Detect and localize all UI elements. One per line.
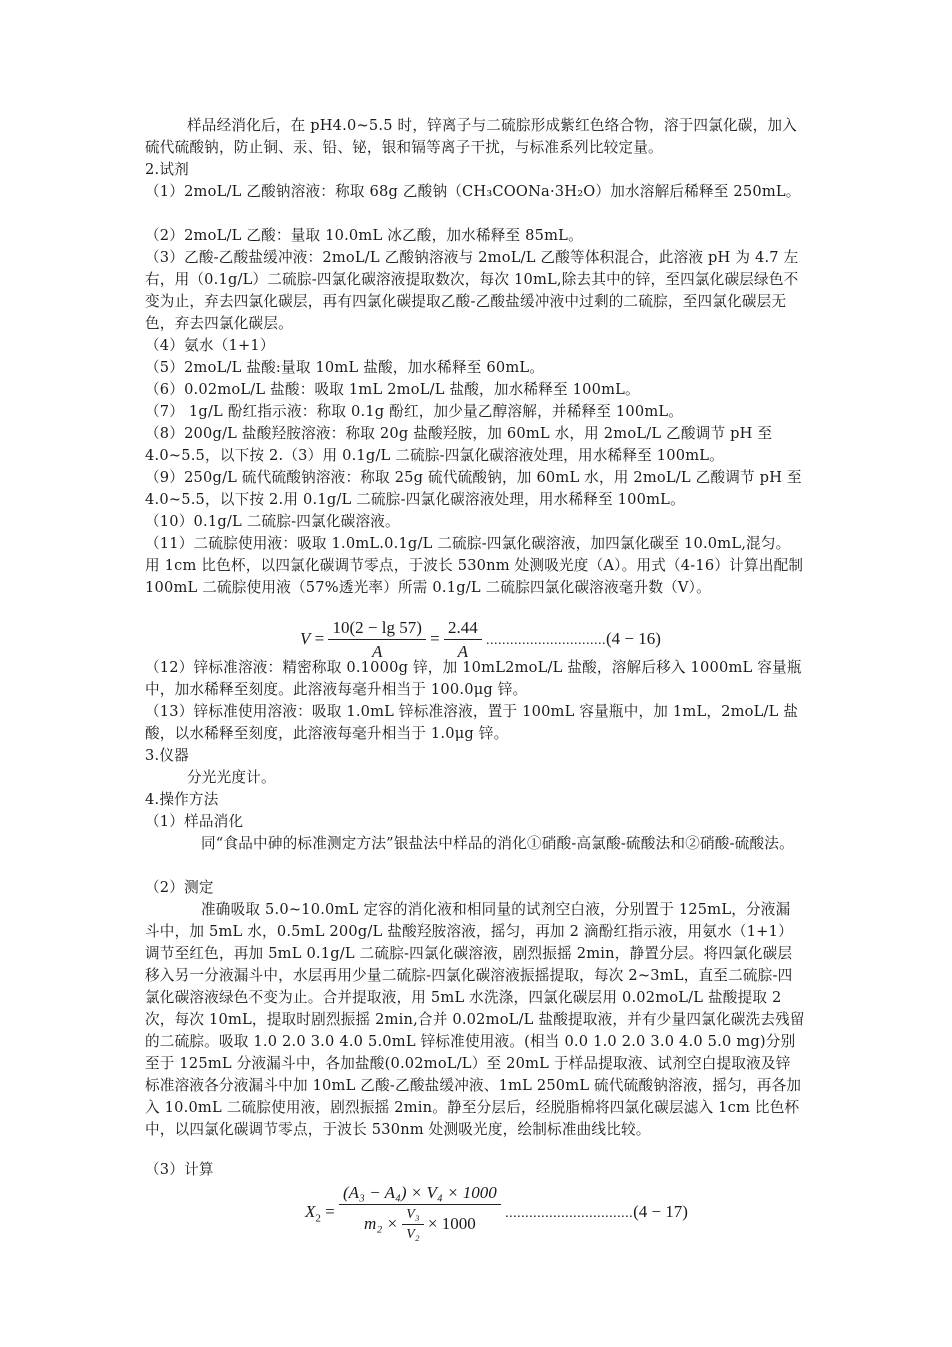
- equation-4-16: V = $\frac{10(2 - \lg 57)}{A}$ = $\frac{2.44}{A}$ ..............................(4 − 16): [300, 618, 661, 661]
- eq16-fraction-2: $\frac{2.44}{A}$: [444, 618, 482, 662]
- section-heading-reagents: 2.试剂: [145, 161, 189, 178]
- reagent-10: （10）0.1g/L 二硫腙-四氯化碳溶液。: [145, 513, 400, 530]
- reagent-4: （4）氨水（1+1）: [145, 337, 275, 354]
- reagent-12: （12）锌标准溶液：精密称取 0.1000g 锌，加 10mL2moL/L 盐酸，溶解后移入 1000mL 容量瓶中，加水稀释至刻度。此溶液每毫升相当于 100.0μg 锌。: [145, 659, 802, 698]
- reagent-2: （2）2moL/L 乙酸：量取 10.0mL 冰乙酸，加水稀释至 85mL。: [145, 227, 583, 244]
- procedure-step-1-heading: （1）样品消化: [145, 813, 244, 830]
- section-heading-instruments: 3.仪器: [145, 747, 189, 764]
- procedure-step-1-text: 同“食品中砷的标准测定方法”银盐法中样品的消化①硝酸-高氯酸-硫酸法和②硝酸-硫酸法。: [201, 835, 794, 852]
- reagent-8: （8）200g/L 盐酸羟胺溶液：称取 20g 盐酸羟胺，加 60mL 水，用 2moL/L 乙酸调节 pH 至 4.0~5.5，以下按 2.（3）用 0.1g/L 二硫腙-四氯化碳溶液处理，用水稀释至 100mL。: [145, 425, 773, 464]
- eq17-tag: (4 − 17): [633, 1201, 688, 1221]
- procedure-step-3-heading: （3）计算: [145, 1161, 214, 1178]
- procedure-step-2-text: 准确吸取 5.0~10.0mL 定容的消化液和相同量的试剂空白液，分别置于 125mL，分液漏斗中，加 5mL 水，0.5mL 200g/L 盐酸羟胺溶液，摇匀，再加 2 滴酚红指示液，用氨水（1+1）调节至红色，再加 5mL 0.1g/L 二硫腙-四氯化碳溶液，剧烈振摇 2min，静置分层。将四氯化碳层移入另一分液漏斗中，水层再用少量二硫腙-四氯化碳溶液振摇提取，每次 2~3mL，直至二硫腙-四氯化碳溶液绿色不变为止。合并提取液，用 5mL 水洗涤，四氯化碳层用 0.02moL/L 盐酸提取 2 次，每次 10mL，提取时剧烈振摇 2min,合并 0.02moL/L 盐酸提取液，并有少量四氯化碳洗去残留的二硫腙。吸取 1.0 2.0 3.0 4.0 5.0mL 锌标准使用液。(相当 0.0 1.0 2.0 3.0 4.0 5.0 mg)分别至于 125mL 分液漏斗中，各加盐酸(0.02moL/L）至 20mL 于样品提取液、试剂空白提取液及锌标准溶液各分液漏斗中加 10mL 乙酸-乙酸盐缓冲液、1mL 250mL 硫代硫酸钠溶液，摇匀，再各加入 10.0mL 二硫腙使用液，剧烈振摇 2min。静至分层后，经脱脂棉将四氯化碳层滤入 1cm 比色杯中，以四氯化碳调节零点，于波长 530nm 处测吸光度，绘制标准曲线比较。: [145, 901, 805, 1138]
- eq16-lhs: V: [300, 628, 311, 648]
- reagent-7: （7） 1g/L 酚红指示液：称取 0.1g 酚红，加少量乙醇溶解，并稀释至 100mL。: [145, 403, 684, 420]
- reagent-11: （11）二硫腙使用液：吸取 1.0mL.0.1g/L 二硫腙-四氯化碳溶液，加四氯化碳至 10.0mL,混匀。用 1cm 比色杯，以四氯化碳调节零点，于波长 530nm 处测吸光度（A）。用式（4-16）计算出配制 100mL 二硫腙使用液（57%透光率）所需 0.1g/L 二硫腙四氯化碳溶液毫升数（V）。: [145, 535, 804, 596]
- procedure-step-2-heading: （2）测定: [145, 879, 214, 896]
- reagent-1: （1）2moL/L 乙酸钠溶液：称取 68g 乙酸钠（CH₃COONa·3H₂O）加水溶解后稀释至 250mL。: [145, 183, 801, 200]
- reagent-3: （3）乙酸-乙酸盐缓冲液：2moL/L 乙酸钠溶液与 2moL/L 乙酸等体积混合，此溶液 pH 为 4.7 左右，用（0.1g/L）二硫腙-四氯化碳溶液提取数次，每次 10mL,除去其中的锌，至四氯化碳层绿色不变为止，弃去四氯化碳层，再有四氯化碳提取乙酸-乙酸盐缓冲液中过剩的二硫腙，至四氯化碳层无色，弃去四氯化碳层。: [145, 249, 799, 332]
- reagent-6: （6）0.02moL/L 盐酸：吸取 1mL 2moL/L 盐酸，加水稀释至 100mL。: [145, 381, 640, 398]
- reagent-9: （9）250g/L 硫代硫酸钠溶液：称取 25g 硫代硫酸钠，加 60mL 水，用 2moL/L 乙酸调节 pH 至 4.0~5.5，以下按 2.用 0.1g/L 二硫腙-四氯化碳溶液处理，用水稀释至 100mL。: [145, 469, 802, 508]
- intro-paragraph: 样品经消化后，在 pH4.0~5.5 时，锌离子与二硫腙形成紫红色络合物，溶于四氯化碳，加入硫代硫酸钠，防止铜、汞、铅、铋，银和镉等离子干扰，与标准系列比较定量。: [145, 117, 797, 156]
- eq17-lhs: X: [305, 1201, 316, 1221]
- section-heading-procedure: 4.操作方法: [145, 791, 219, 808]
- eq16-fraction-1: $\frac{10(2 - \lg 57)}{A}$: [328, 618, 425, 662]
- equation-4-17: $X_2$ = (A₃ − A₄) × V₄ × 1000 m₂ × $\frac{\text{V₃}}{\text{V₂}}$ × 1000 ................................(4 − 17): [305, 1183, 688, 1242]
- instrument-text: 分光光度计。: [187, 769, 276, 786]
- eq17-inner-fraction: $\frac{\text{V₃}}{\text{V₂}}$: [402, 1207, 423, 1243]
- reagent-13: （13）锌标准使用溶液：吸取 1.0mL 锌标准溶液，置于 100mL 容量瓶中，加 1mL，2moL/L 盐酸，以水稀释至刻度，此溶液每毫升相当于 1.0μg 锌。: [145, 703, 799, 742]
- eq16-tag: (4 − 16): [605, 628, 661, 648]
- eq17-fraction: (A₃ − A₄) × V₄ × 1000 m₂ × $\frac{\text{V₃}}{\text{V₂}}$ × 1000: [339, 1183, 501, 1243]
- reagent-5: （5）2moL/L 盐酸:量取 10mL 盐酸，加水稀释至 60mL。: [145, 359, 545, 376]
